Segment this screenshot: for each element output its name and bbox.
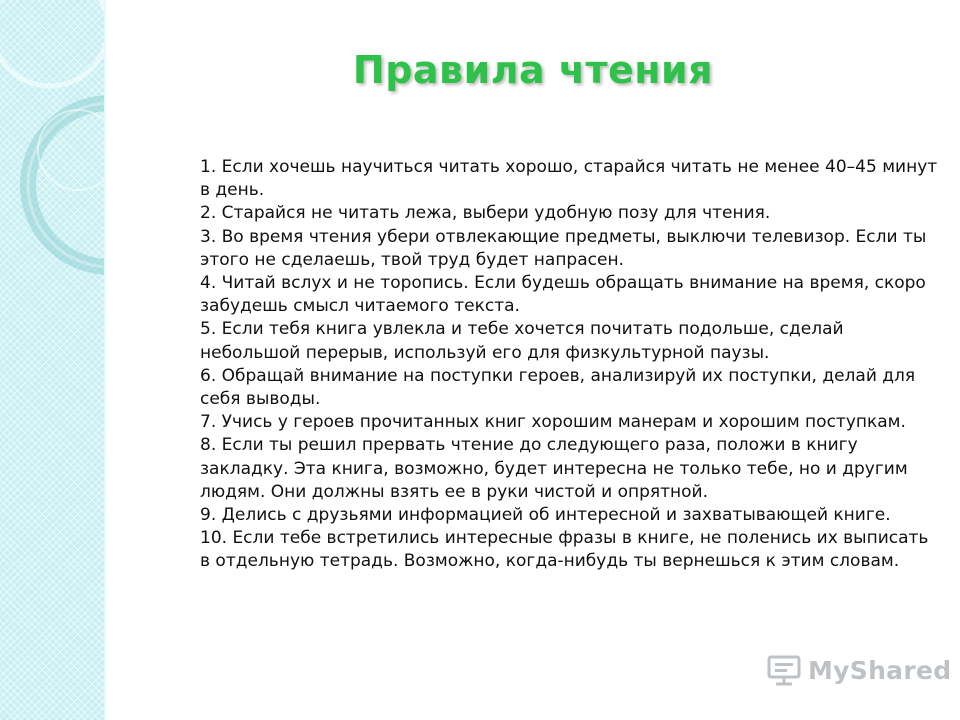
rule-item: 9. Делись с друзьями информацией об интересной и захватывающей книге. xyxy=(200,505,891,526)
rule-item: 6. Обращай внимание на поступки героев, анализируй их поступки, делай для себя выводы. xyxy=(200,365,916,410)
rule-item: 8. Если ты решил прервать чтение до следующего раза, положи в книгу закладку. Эта книга, возможно, будет интересна не только тебе, но и другим людям. Они должны взять ее в руки чистой и опрятной. xyxy=(200,435,908,502)
rules-list xyxy=(200,156,938,574)
watermark-text: MyShared xyxy=(808,655,952,685)
rule-item: 4. Читай вслух и не торопись. Если будешь обращать внимание на время, скоро забудешь смысл читаемого текста. xyxy=(200,273,926,317)
rule-item: 10. Если тебе встретились интересные фразы в книге, не поленись их выписать в отдельную тетрадь. Возможно, когда-нибудь ты вернешься к этим словам. xyxy=(200,528,929,572)
rule-item: 3. Во время чтения убери отвлекающие предметы, выключи телевизор. Если ты этого не сделаешь, твой труд будет напрасен. xyxy=(200,226,927,270)
rule-item: 7. Учись у героев прочитанных книг хорошим манерам и хорошим поступкам. xyxy=(200,412,906,433)
decorative-side-band xyxy=(0,0,106,720)
decorative-circle-top xyxy=(0,0,106,86)
decorative-ring-highlight xyxy=(28,103,106,267)
decorative-circle-small xyxy=(38,110,106,190)
rule-item: 1. Если хочешь научиться читать хорошо, старайся читать не менее 40–45 минут в день. xyxy=(200,157,938,201)
watermark-logo xyxy=(766,654,951,686)
presentation-board-icon xyxy=(766,654,802,686)
slide-title: Правила чтения xyxy=(352,48,714,92)
rule-item: 5. Если тебя книга увлекла и тебе хочется почитать подольше, сделай небольшой перерыв, используй его для физкультурной паузы. xyxy=(200,319,844,363)
decorative-ring-large xyxy=(28,103,106,267)
decorative-circles xyxy=(0,0,106,720)
rule-item: 2. Старайся не читать лежа, выбери удобную позу для чтения. xyxy=(200,203,771,224)
side-band-edge xyxy=(104,0,106,720)
